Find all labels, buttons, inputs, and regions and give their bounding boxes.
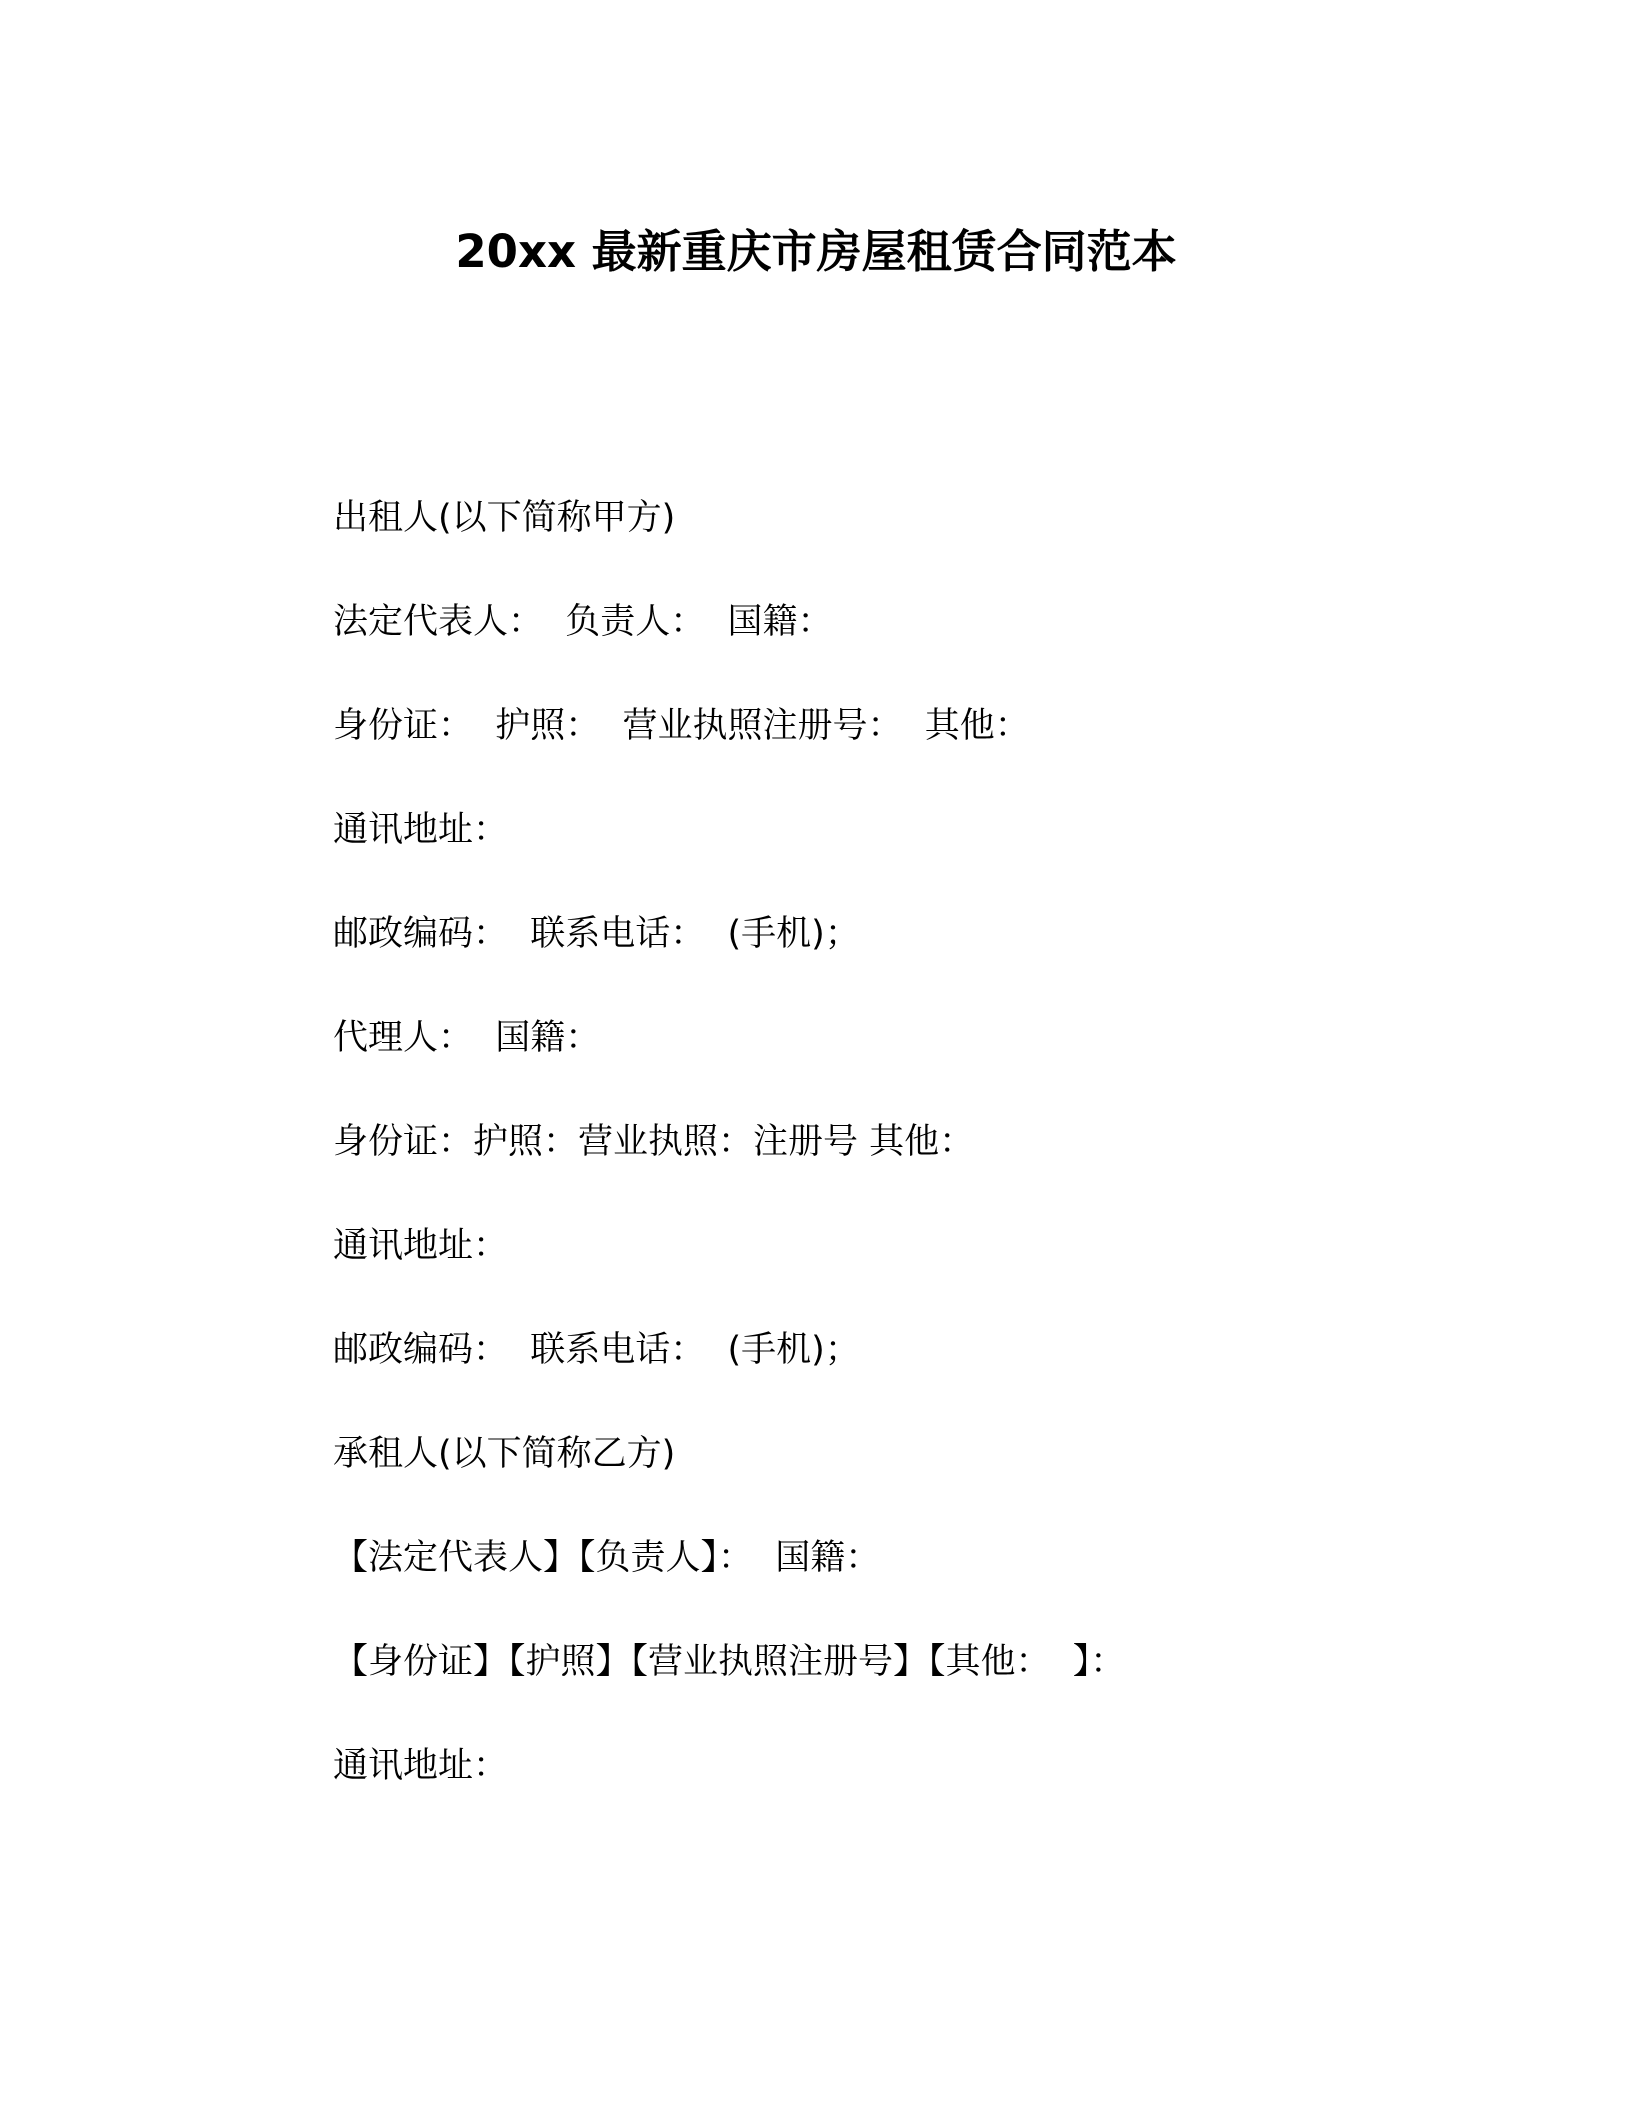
lessor-heading: 出租人(以下简称甲方) (333, 498, 676, 538)
agent-contact-line: 邮政编码： 联系电话： (手机)； (333, 1330, 860, 1370)
lessor-contact-line: 邮政编码： 联系电话： (手机)； (333, 914, 860, 954)
lessor-address-line: 通讯地址： (333, 810, 509, 850)
lessee-representative-line: 【法定代表人】【负责人】： 国籍： (333, 1538, 881, 1578)
agent-id-line: 身份证：护照：营业执照：注册号 其他： (333, 1122, 975, 1162)
agent-line: 代理人： 国籍： (333, 1018, 601, 1058)
document-body (333, 493, 1433, 1845)
document-title: 20xx 最新重庆市房屋租赁合同范本 (455, 225, 1177, 278)
lessee-address-line: 通讯地址： (333, 1746, 509, 1786)
lessee-heading: 承租人(以下简称乙方) (333, 1434, 676, 1474)
lessee-id-line: 【身份证】【护照】【营业执照注册号】【其他： 】： (333, 1642, 1126, 1682)
lessor-representative-line: 法定代表人： 负责人： 国籍： (333, 602, 833, 642)
lessor-id-line: 身份证： 护照： 营业执照注册号： 其他： (333, 706, 1030, 746)
agent-address-line: 通讯地址： (333, 1226, 509, 1266)
